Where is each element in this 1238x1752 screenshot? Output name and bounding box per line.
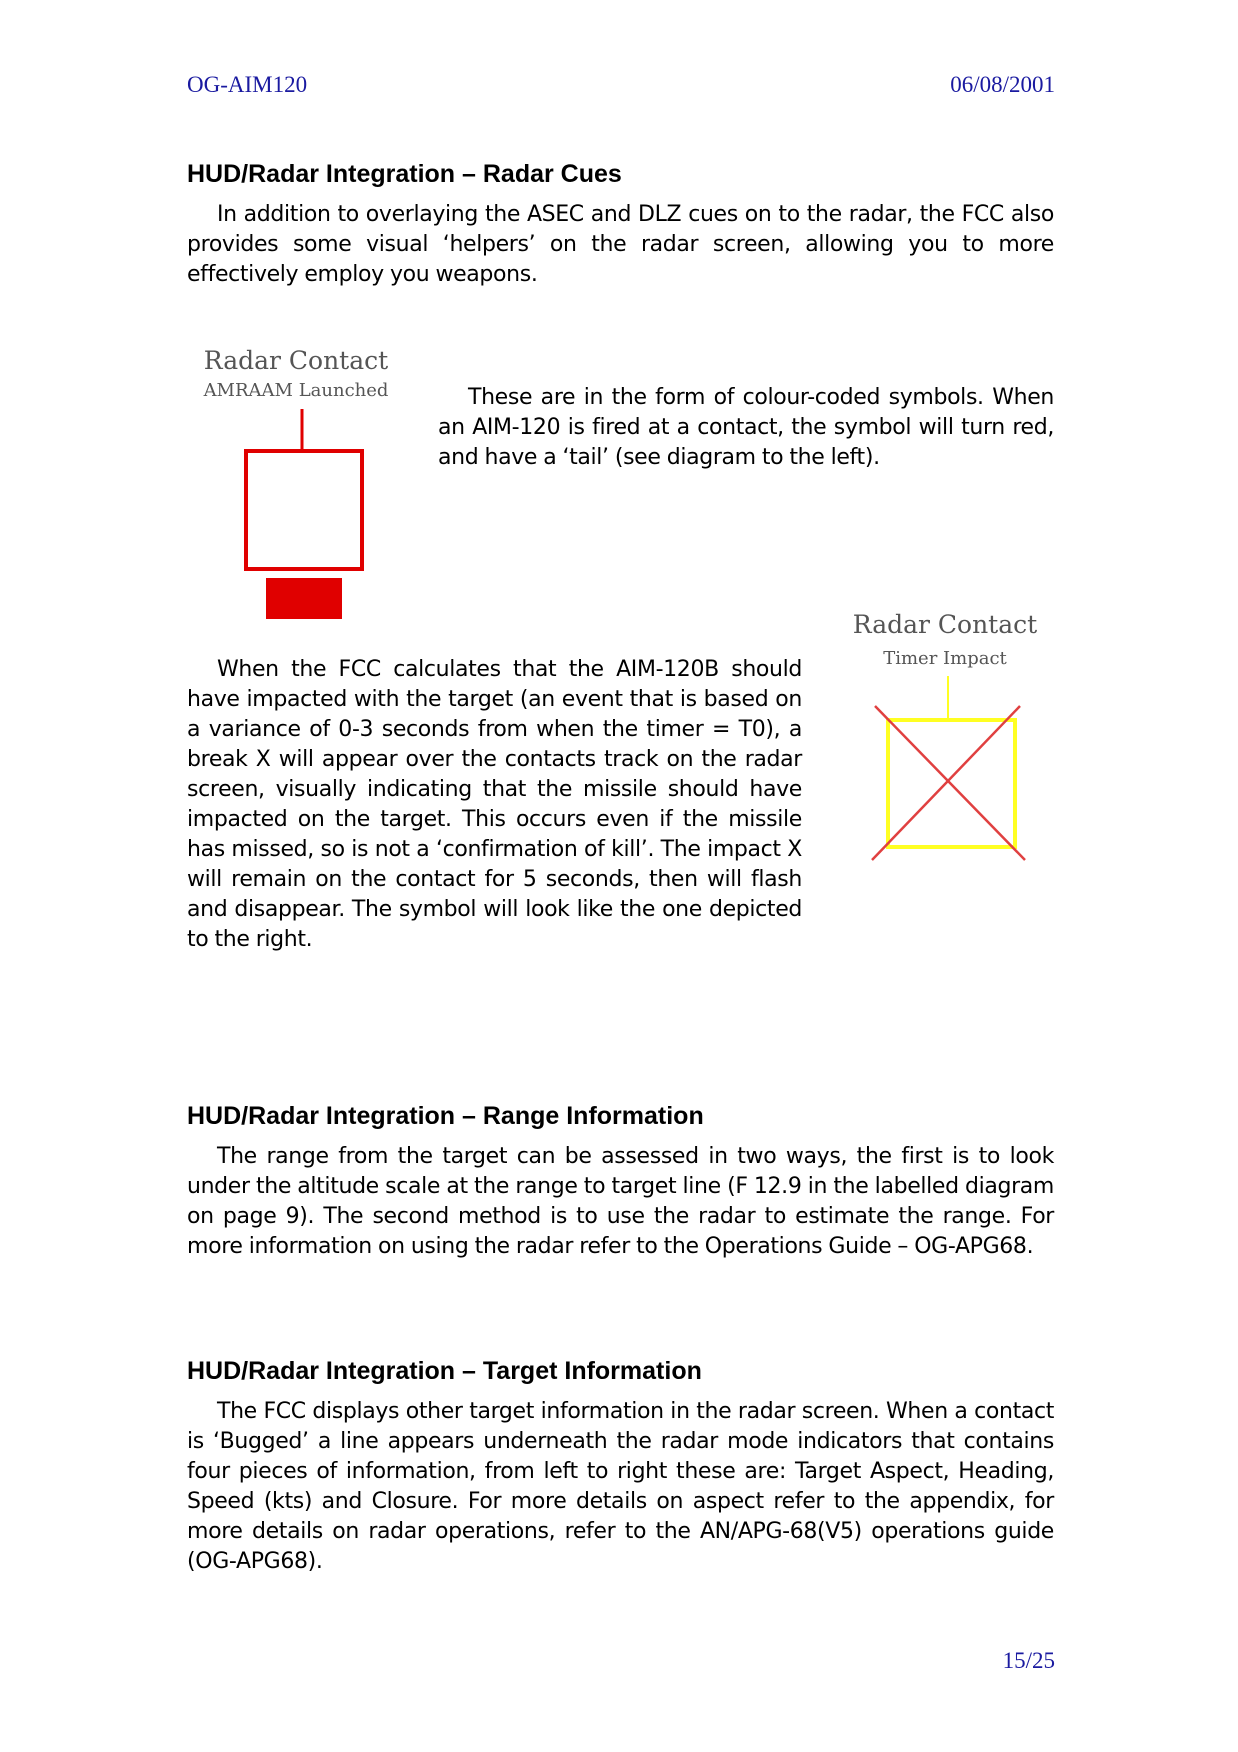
timer-impact-symbol — [860, 670, 1040, 870]
doc-id: OG-AIM120 — [187, 72, 308, 97]
section-heading-range-information: HUD/Radar Integration – Range Information — [187, 1102, 704, 1130]
radar-cues-paragraph: In addition to overlaying the ASEC and DLZ cues on to the radar, the FCC also provides some visual ‘helpers’ on the radar screen, allowing you to more effectively employ you weapons. — [187, 202, 1054, 287]
impact-figure-subtitle: Timer Impact — [883, 648, 1007, 669]
impact-figure-title: Radar Contact — [852, 610, 1038, 639]
section-heading-radar-cues: HUD/Radar Integration – Radar Cues — [187, 160, 622, 188]
range-information-paragraph: The range from the target can be assessed in two ways, the first is to look under the altitude scale at the range to target line (F 12.9 in the labelled diagram on page 9). The second method is to use the radar to estimate the range. For more information on using the radar refer to the Operations Guide – OG-APG68. — [187, 1144, 1054, 1259]
symbol-description-paragraph: These are in the form of colour-coded symbols. When an AIM-120 is fired at a contact, the symbol will turn red, and have a ‘tail’ (see diagram to the left). — [438, 385, 1054, 470]
section-heading-target-information: HUD/Radar Integration – Target Information — [187, 1357, 702, 1385]
amraam-launched-symbol — [230, 405, 380, 625]
launched-figure-subtitle: AMRAAM Launched — [203, 380, 389, 401]
target-information-paragraph: The FCC displays other target information in the radar screen. When a contact is ‘Bugged’ a line appears underneath the radar mode indicators that contains four pieces of information, from left to right these are: Target Aspect, Heading, Speed (kts) and Closure. For more details on aspect refer to the appendix, for more details on radar operations, refer to the AN/APG-68(V5) operations guide (OG-APG68). — [187, 1399, 1054, 1574]
impact-cross-line-1 — [875, 706, 1025, 860]
launched-symbol-box — [246, 451, 362, 569]
page-number: 15/25 — [1002, 1648, 1055, 1673]
impact-cross-line-2 — [872, 706, 1020, 860]
impact-description-paragraph: When the FCC calculates that the AIM-120B should have impacted with the target (an event that is based on a variance of 0-3 seconds from when the timer = T0), a break X will appear over the contacts track on the radar screen, visually indicating that the missile should have impacted on the target. This occurs even if the missile has missed, so is not a ‘confirmation of kill’. The impact X will remain on the contact for 5 seconds, then will flash and disappear. The symbol will look like the one depicted to the right. — [187, 657, 802, 952]
launched-symbol-tail — [266, 578, 342, 619]
doc-date: 06/08/2001 — [950, 72, 1055, 97]
launched-figure-title: Radar Contact — [203, 346, 389, 375]
